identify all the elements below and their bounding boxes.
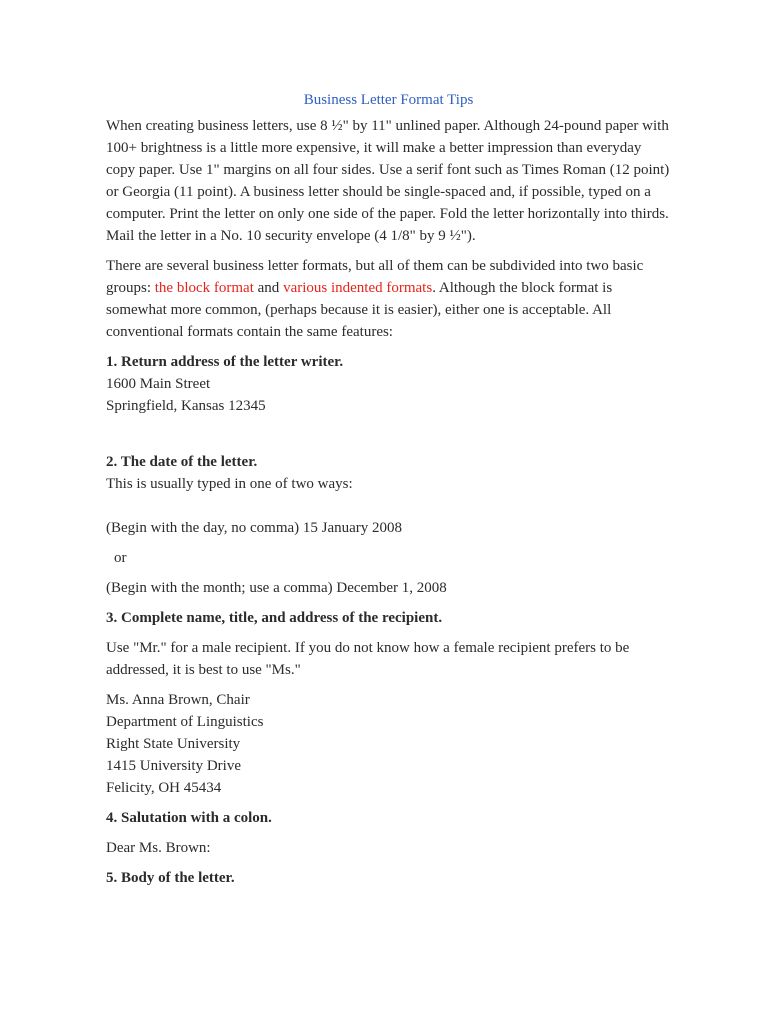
- formats-text-after: . Although the block format is somewhat more common, (perhaps because it is easier), either one is acceptable. All conventional formats contain the same features:: [106, 280, 613, 340]
- spacer: [106, 495, 671, 517]
- section-5-heading: 5. Body of the letter.: [106, 870, 235, 886]
- formats-paragraph: [106, 255, 671, 343]
- date-option-2: (Begin with the month; use a comma) December 1, 2008: [106, 580, 447, 596]
- recipient-line-4: 1415 University Drive: [106, 758, 241, 774]
- section-4-heading: 4. Salutation with a colon.: [106, 810, 272, 826]
- indented-formats-link[interactable]: various indented formats: [283, 280, 433, 296]
- recipient-line-5: Felicity, OH 45434: [106, 780, 222, 796]
- block-format-link[interactable]: the block format: [154, 280, 254, 296]
- date-or: or: [114, 550, 127, 566]
- section-2-heading: 2. The date of the letter.: [106, 454, 258, 470]
- recipient-line-3: Right State University: [106, 736, 241, 752]
- return-address-line-1: 1600 Main Street: [106, 376, 211, 392]
- intro-paragraph: When creating business letters, use 8 ½" by 11" unlined paper. Although 24-pound paper with 100+ brightness is a little more expensive, it will make a better impression than everyday copy paper. Use 1" margins on all four sides. Use a serif font such as Times Roman (12 point) or Georgia (11 point). A business letter should be single-spaced and, if possible, typed on a computer. Print the letter on only one side of the paper. Fold the letter horizontally into thirds. Mail the letter in a No. 10 security envelope (4 1/8" by 9 ½").: [106, 118, 670, 244]
- recipient-line-1: Ms. Anna Brown, Chair: [106, 692, 250, 708]
- return-address-line-2: Springfield, Kansas 12345: [106, 398, 266, 414]
- section-3-heading: 3. Complete name, title, and address of the recipient.: [106, 610, 443, 626]
- recipient-note: Use "Mr." for a male recipient. If you do not know how a female recipient prefers to be addressed, it is best to use "Ms.": [106, 640, 630, 678]
- section-1-heading: 1. Return address of the letter writer.: [106, 354, 344, 370]
- formats-text-middle: and: [253, 280, 284, 296]
- date-option-1: (Begin with the day, no comma) 15 January 2008: [106, 520, 403, 536]
- recipient-line-2: Department of Linguistics: [106, 714, 264, 730]
- formats-text-before: There are several business letter formats, but all of them can be subdivided into two basic groups:: [106, 258, 644, 296]
- recipient-address: [106, 689, 671, 799]
- spacer: [106, 417, 671, 451]
- document-title: Business Letter Format Tips: [303, 92, 474, 108]
- date-intro: This is usually typed in one of two ways:: [106, 476, 353, 492]
- document-page: [106, 89, 671, 897]
- salutation-example: Dear Ms. Brown:: [106, 840, 211, 856]
